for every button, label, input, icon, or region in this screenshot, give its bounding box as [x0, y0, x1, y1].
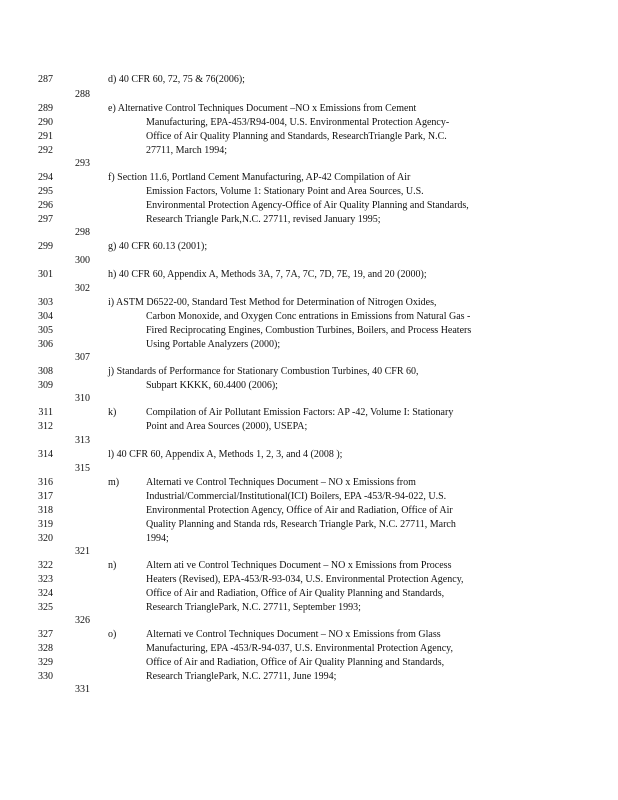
line-text: Alternati ve Control Techniques Document – NO x Emissions from Glass: [146, 629, 441, 640]
line-number: 314: [38, 449, 53, 460]
line-number: 297: [38, 214, 53, 225]
line-number: 313: [75, 435, 90, 446]
line-text: Compilation of Air Pollutant Emission Factors: AP -42, Volume I: Stationary: [146, 407, 454, 418]
line-294: [0, 171, 618, 185]
line-text: Industrial/Commercial/Institutional(ICI) Boilers, EPA -453/R-94-022, U.S.: [146, 491, 447, 502]
line-324: [0, 587, 618, 601]
line-323: [0, 573, 618, 587]
line-text: Subpart KKKK, 60.4400 (2006);: [146, 380, 278, 391]
line-315: [0, 462, 618, 476]
list-label: n): [108, 560, 117, 571]
list-label: m): [108, 477, 120, 488]
line-number: 318: [38, 505, 53, 516]
line-327: [0, 628, 618, 642]
line-303: [0, 296, 618, 310]
line-number: 310: [75, 393, 90, 404]
line-number: 306: [38, 339, 53, 350]
line-329: [0, 656, 618, 670]
line-number: 305: [38, 325, 53, 336]
line-302: [0, 282, 618, 296]
line-number: 289: [38, 103, 53, 114]
line-text: i) ASTM D6522-00, Standard Test Method for Determination of Nitrogen Oxides,: [108, 297, 437, 308]
line-number: 311: [38, 407, 53, 418]
line-290: [0, 116, 618, 130]
list-label: o): [108, 629, 117, 640]
line-300: [0, 254, 618, 268]
line-312: [0, 420, 618, 434]
line-text: Quality Planning and Standa rds, Research Triangle Park, N.C. 27711, March: [146, 519, 456, 530]
line-301: [0, 268, 618, 282]
line-326: [0, 614, 618, 628]
line-331: [0, 683, 618, 697]
line-310: [0, 392, 618, 406]
line-number: 324: [38, 588, 53, 599]
line-number: 321: [75, 546, 90, 557]
line-298: [0, 226, 618, 240]
line-number: 293: [75, 158, 90, 169]
line-292: [0, 144, 618, 158]
line-322: [0, 559, 618, 573]
line-text: Manufacturing, EPA-453/R94-004, U.S. Environmental Protection Agency-: [146, 117, 450, 128]
line-295: [0, 185, 618, 199]
line-304: [0, 310, 618, 324]
line-287: [0, 73, 618, 87]
line-number: 294: [38, 172, 53, 183]
line-306: [0, 338, 618, 352]
line-number: 308: [38, 366, 53, 377]
line-text: Altern ati ve Control Techniques Document – NO x Emissions from Process: [146, 560, 452, 571]
line-number: 299: [38, 241, 53, 252]
line-320: [0, 532, 618, 546]
line-number: 330: [38, 671, 53, 682]
line-text: j) Standards of Performance for Stationary Combustion Turbines, 40 CFR 60,: [108, 366, 419, 377]
line-text: Emission Factors, Volume 1: Stationary Point and Area Sources, U.S.: [146, 186, 424, 197]
line-319: [0, 518, 618, 532]
line-313: [0, 434, 618, 448]
line-text: Office of Air and Radiation, Office of Air Quality Planning and Standards,: [146, 657, 445, 668]
line-text: Environmental Protection Agency-Office of Air Quality Planning and Standards,: [146, 200, 469, 211]
line-299: [0, 240, 618, 254]
line-number: 320: [38, 533, 53, 544]
line-number: 291: [38, 131, 53, 142]
line-328: [0, 642, 618, 656]
line-text: Manufacturing, EPA -453/R-94-037, U.S. Environmental Protection Agency,: [146, 643, 453, 654]
line-number: 300: [75, 255, 90, 266]
line-number: 315: [75, 463, 90, 474]
list-label: k): [108, 407, 117, 418]
line-number: 302: [75, 283, 90, 294]
line-318: [0, 504, 618, 518]
line-text: Point and Area Sources (2000), USEPA;: [146, 421, 308, 432]
line-number: 327: [38, 629, 53, 640]
line-text: Research TrianglePark, N.C. 27711, June 1994;: [146, 671, 337, 682]
line-number: 295: [38, 186, 53, 197]
line-number: 312: [38, 421, 53, 432]
line-288: [0, 88, 618, 102]
line-text: e) Alternative Control Techniques Document –NO x Emissions from Cement: [108, 103, 417, 114]
line-number: 298: [75, 227, 90, 238]
line-314: [0, 448, 618, 462]
line-number: 290: [38, 117, 53, 128]
line-number: 303: [38, 297, 53, 308]
line-317: [0, 490, 618, 504]
line-number: 326: [75, 615, 90, 626]
line-text: 27711, March 1994;: [146, 145, 228, 156]
line-text: Research Triangle Park,N.C. 27711, revised January 1995;: [146, 214, 381, 225]
line-number: 329: [38, 657, 53, 668]
line-text: Alternati ve Control Techniques Document – NO x Emissions from: [146, 477, 416, 488]
line-text: l) 40 CFR 60, Appendix A, Methods 1, 2, 3, and 4 (2008 );: [108, 449, 343, 460]
line-316: [0, 476, 618, 490]
line-308: [0, 365, 618, 379]
line-number: 309: [38, 380, 53, 391]
line-number: 292: [38, 145, 53, 156]
line-text: 1994;: [146, 533, 169, 544]
line-text: Office of Air Quality Planning and Standards, ResearchTriangle Park, N.C.: [146, 131, 447, 142]
line-text: Heaters (Revised), EPA-453/R-93-034, U.S. Environmental Protection Agency,: [146, 574, 464, 585]
line-number: 331: [75, 684, 90, 695]
line-text: Using Portable Analyzers (2000);: [146, 339, 281, 350]
line-309: [0, 379, 618, 393]
line-text: h) 40 CFR 60, Appendix A, Methods 3A, 7, 7A, 7C, 7D, 7E, 19, and 20 (2000);: [108, 269, 427, 280]
line-307: [0, 351, 618, 365]
line-number: 317: [38, 491, 53, 502]
line-text: Carbon Monoxide, and Oxygen Conc entrations in Emissions from Natural Gas -: [146, 311, 471, 322]
line-311: [0, 406, 618, 420]
line-text: Research TrianglePark, N.C. 27711, September 1993;: [146, 602, 361, 613]
line-number: 287: [38, 74, 53, 85]
line-number: 301: [38, 269, 53, 280]
line-297: [0, 213, 618, 227]
line-number: 322: [38, 560, 53, 571]
line-text: g) 40 CFR 60.13 (2001);: [108, 241, 208, 252]
line-number: 304: [38, 311, 53, 322]
line-number: 323: [38, 574, 53, 585]
line-text: Fired Reciprocating Engines, Combustion Turbines, Boilers, and Process Heaters: [146, 325, 472, 336]
line-321: [0, 545, 618, 559]
line-296: [0, 199, 618, 213]
line-305: [0, 324, 618, 338]
line-number: 316: [38, 477, 53, 488]
line-325: [0, 601, 618, 615]
line-291: [0, 130, 618, 144]
line-330: [0, 670, 618, 684]
line-293: [0, 157, 618, 171]
line-number: 307: [75, 352, 90, 363]
line-text: Office of Air and Radiation, Office of Air Quality Planning and Standards,: [146, 588, 445, 599]
line-number: 288: [75, 89, 90, 100]
line-text: f) Section 11.6, Portland Cement Manufacturing, AP-42 Compilation of Air: [108, 172, 411, 183]
line-text: Environmental Protection Agency, Office of Air and Radiation, Office of Air: [146, 505, 453, 516]
line-number: 319: [38, 519, 53, 530]
line-number: 296: [38, 200, 53, 211]
line-number: 328: [38, 643, 53, 654]
line-number: 325: [38, 602, 53, 613]
line-289: [0, 102, 618, 116]
line-text: d) 40 CFR 60, 72, 75 & 76(2006);: [108, 74, 245, 85]
